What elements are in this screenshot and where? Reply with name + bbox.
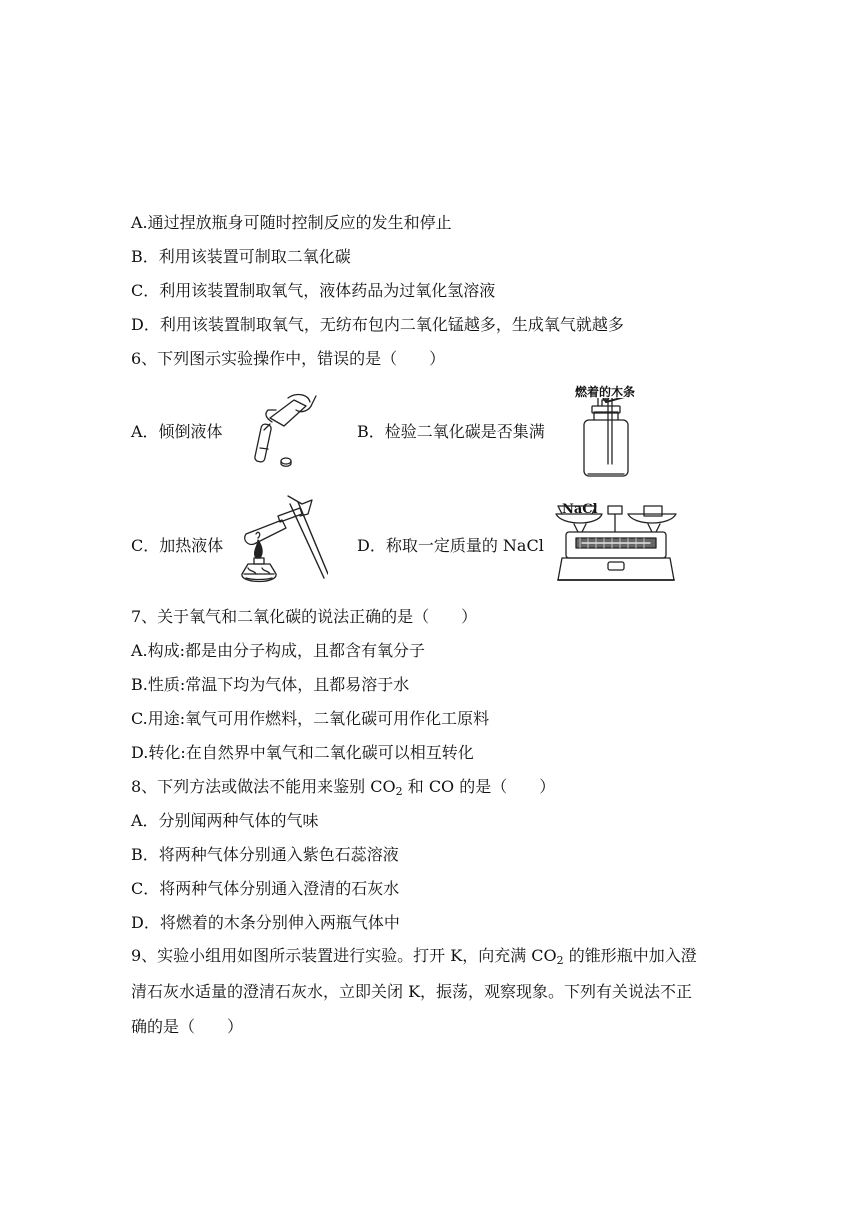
q7-option-a: A.构成:都是由分子构成，且都含有氧分子 <box>131 641 426 660</box>
q6-option-c: C．加热液体 <box>131 536 224 555</box>
heating-liquid-figure <box>228 494 328 592</box>
q5-option-d: D．利用该装置制取氧气，无纺布包内二氧化锰越多，生成氧气就越多 <box>131 315 624 334</box>
gas-bottle-figure <box>568 398 658 480</box>
q8-option-d: D．将燃着的木条分别伸入两瓶气体中 <box>131 913 400 932</box>
q5-option-a: A.通过捏放瓶身可随时控制反应的发生和停止 <box>131 213 452 232</box>
q7-option-c: C.用途:氧气可用作燃料，二氧化碳可用作化工原料 <box>131 709 490 728</box>
q9-line-1 <box>131 946 697 966</box>
pouring-liquid-figure <box>236 388 322 470</box>
q6-option-a: A．倾倒液体 <box>131 422 223 441</box>
q6-option-d: D．称取一定质量的 NaCl <box>357 536 544 555</box>
q7-stem: 7、关于氧气和二氧化碳的说法正确的是（ ） <box>131 607 478 626</box>
q8-stem <box>131 777 555 797</box>
q9-line-1-subscript: 2 <box>556 954 564 967</box>
q8-option-c: C．将两种气体分别通入澄清的石灰水 <box>131 879 400 898</box>
q9-line-1-pre: 9、实验小组用如图所示装置进行实验。打开 K，向充满 CO <box>131 946 557 965</box>
q8-stem-post: 和 CO 的是（ ） <box>402 777 556 796</box>
q6-option-b: B．检验二氧化碳是否集满 <box>357 422 545 441</box>
q9-line-1-post: 的锥形瓶中加入澄 <box>563 946 697 965</box>
q9-line-3: 确的是（ ） <box>131 1017 244 1036</box>
burning-stick-label: 燃着的木条 <box>575 385 636 399</box>
nacl-label: NaCl <box>562 502 598 517</box>
q8-stem-subscript: 2 <box>395 785 403 798</box>
q5-option-c: C．利用该装置制取氧气，液体药品为过氧化氢溶液 <box>131 281 496 300</box>
balance-figure <box>552 500 680 590</box>
q6-stem: 6、下列图示实验操作中，错误的是（ ） <box>131 349 446 368</box>
q8-stem-pre: 8、下列方法或做法不能用来鉴别 CO <box>131 777 396 796</box>
q8-option-b: B．将两种气体分别通入紫色石蕊溶液 <box>131 845 399 864</box>
q5-option-b: B．利用该装置可制取二氧化碳 <box>131 247 351 266</box>
q8-option-a: A．分别闻两种气体的气味 <box>131 811 319 830</box>
q7-option-b: B.性质:常温下均为气体，且都易溶于水 <box>131 675 410 694</box>
q7-option-d: D.转化:在自然界中氧气和二氧化碳可以相互转化 <box>131 743 474 762</box>
q9-line-2: 清石灰水适量的澄清石灰水，立即关闭 K，振荡，观察现象。下列有关说法不正 <box>131 982 693 1001</box>
